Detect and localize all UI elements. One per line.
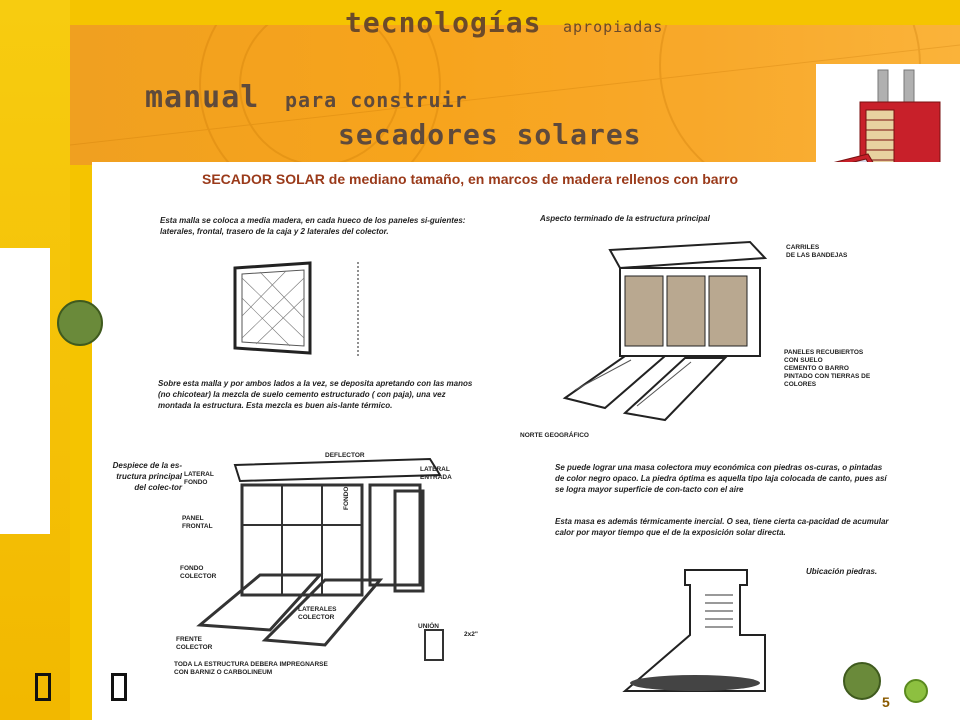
label-frente-colector: FRENTE COLECTOR	[176, 636, 213, 651]
label-carriles-bandejas: CARRILES DE LAS BANDEJAS	[786, 244, 848, 259]
label-aspecto-terminado: Aspecto terminado de la estructura principal	[540, 214, 710, 223]
label-lateral-fondo: LATERAL FONDO	[184, 471, 214, 486]
label-paneles-recubiertos: PANELES RECUBIERTOS CON SUELO CEMENTO O BARRO PINTADO CON TIERRAS DE COLORES	[784, 349, 871, 388]
decorative-circle-left	[57, 300, 103, 346]
page-number: 5	[882, 694, 890, 710]
label-laterales-colector: LATERALES COLECTOR	[298, 606, 337, 621]
decorative-circle-small	[904, 679, 928, 703]
text-masa-inercial: Esta masa es además térmicamente inercial. O sea, tiene cierta ca-pacidad de acumular calor por mayor tiempo que el de la exposición solar directa.	[555, 517, 889, 537]
title-manual: manual	[145, 80, 260, 115]
nav-previous-icon[interactable]	[35, 673, 51, 701]
title-apropiadas: apropiadas	[563, 18, 664, 36]
slide-subtitle: SECADOR SOLAR de mediano tamaño, en marcos de madera rellenos con barro	[201, 171, 739, 187]
title-para-construir: para construir	[285, 88, 468, 112]
stone-placement-illustration	[615, 565, 785, 697]
label-fondo-colector: FONDO COLECTOR	[180, 565, 217, 580]
left-white-panel	[0, 248, 50, 534]
decorative-circle-large	[843, 662, 881, 700]
label-dimension: 2x2"	[464, 631, 478, 638]
label-impregnar-note: TODA LA ESTRUCTURA DEBERA IMPREGNARSE CON BARNIZ O CARBOLINEUM	[174, 661, 328, 676]
title-tecnologias: tecnologías	[345, 6, 542, 39]
nav-next-icon[interactable]	[111, 673, 127, 701]
label-deflector: DEFLECTOR	[325, 452, 365, 459]
exploded-structure-illustration	[180, 455, 480, 665]
label-despiece: Despiece de la es-tructura principal del colec-tor	[112, 461, 182, 492]
text-mezcla-description: Sobre esta malla y por ambos lados a la vez, se deposita apretando con las manos (no chicotear) la mezcla de suelo cemento estructurado ( con paja), una vez montada la estructura. Esta mezcla es buen ais-lante térmico.	[158, 379, 473, 410]
mesh-panel-illustration	[230, 258, 380, 368]
finished-structure-illustration	[515, 228, 785, 438]
text-masa-colectora: Se puede lograr una masa colectora muy económica con piedras os-curas, o pintadas de color negro opaco. La piedra óptima es aquella tipo laja colocada de canto, pues así se logra mayor superficie de con-tacto con el aire	[555, 463, 887, 494]
label-fondo: FONDO	[343, 486, 350, 510]
label-panel-frontal: PANEL FRONTAL	[182, 515, 213, 530]
label-norte-geografico: NORTE GEOGRÁFICO	[520, 432, 589, 439]
text-malla-description: Esta malla se coloca a media madera, en cada hueco de los paneles si-guientes: laterales, frontal, trasero de la caja y 2 laterales del colector.	[160, 216, 466, 236]
label-lateral-entrada: LATERAL ENTRADA	[420, 466, 452, 481]
label-ubicacion-piedras: Ubicación piedras.	[806, 567, 878, 576]
label-union: UNIÓN	[418, 623, 439, 630]
title-secadores-solares: secadores solares	[338, 118, 642, 151]
